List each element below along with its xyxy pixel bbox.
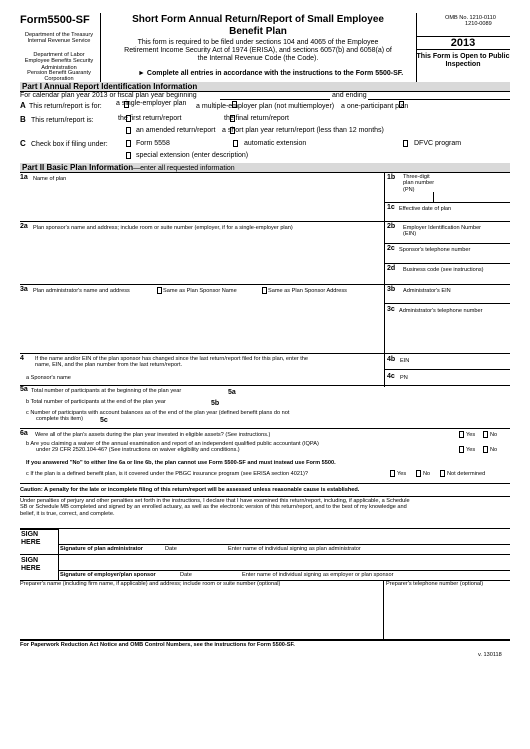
form-5558-label: Form 5558 — [136, 140, 170, 147]
caution-text: Caution: A penalty for the late or incomplete filing of this return/report will be assessed unless reasonable cause is established. — [20, 487, 360, 493]
line-6a-label: Were all of the plan's assets during the plan year invested in eligible assets? (See instructions.) — [35, 432, 271, 438]
line-4b-label: EIN — [400, 358, 410, 364]
line-4c-label: PN — [400, 375, 408, 381]
agency-treasury: Department of the Treasury Internal Revenue Service — [24, 32, 94, 45]
sponsor-date-label: Date — [180, 572, 192, 578]
part1-heading: Part I Annual Report Identification Information — [22, 82, 198, 91]
plan-name-field[interactable] — [20, 184, 384, 218]
line-2b-num: 2b — [387, 223, 396, 230]
6b-yes-label: Yes — [466, 447, 476, 453]
line-c-label: Check box if filing under: — [31, 141, 108, 148]
sponsor-name-label: Enter name of individual signing as employer or plan sponsor — [242, 572, 394, 578]
line-1c-num: 1c — [387, 204, 395, 211]
amended-return-label: an amended return/report — [136, 127, 216, 134]
public-inspection-notice: This Form is Open to Public Inspection — [416, 53, 510, 69]
single-employer-label: a single-employer plan — [116, 100, 187, 107]
tax-year: 2013 — [450, 37, 476, 49]
same-as-sponsor-name-checkbox[interactable] — [157, 287, 162, 294]
amended-return-checkbox[interactable] — [126, 127, 131, 134]
part2-heading-note: —enter all requested information — [133, 165, 235, 172]
same-as-sponsor-address-checkbox[interactable] — [262, 287, 267, 294]
line-3c-num: 3c — [387, 306, 395, 313]
line-2d-num: 2d — [387, 265, 396, 272]
admin-signature-label: Signature of plan administrator — [60, 546, 143, 552]
line-5a-label: Total number of participants at the beginning of the plan year — [31, 388, 182, 394]
6a-no-checkbox[interactable] — [483, 431, 488, 438]
line-6-warning: If you answered "No" to either line 6a or line 6b, the plan cannot use Form 5500-SF and must instead use Form 5500. — [26, 460, 336, 466]
line-3b-num: 3b — [387, 286, 396, 293]
preparer-field[interactable] — [20, 590, 382, 638]
form-number: Form5500-SF — [20, 14, 90, 26]
6a-yes-label: Yes — [466, 432, 476, 438]
6c-yes-label: Yes — [397, 471, 407, 477]
6c-yes-checkbox[interactable] — [390, 470, 395, 477]
perjury-statement: Under penalties of perjury and other penalties set forth in the instructions, I declare that I have examined this return/report, including, if applicable, a Schedule SB or Schedule MB completed and signed by an enrolled actuary, as well as the electronic version of this return/report, and to the best of my knowledge and belief, it is true, correct, and complete. — [20, 498, 410, 517]
line-5b-tag: 5b — [211, 400, 220, 407]
6b-no-label: No — [490, 447, 498, 453]
6c-not-determined-label: Not determined — [447, 471, 486, 477]
line-5a-num: 5a — [20, 386, 28, 393]
final-return-label: the final return/report — [224, 115, 289, 122]
multiple-employer-label: a multiple-employer plan (not multiemployer) — [196, 103, 335, 110]
dfvc-checkbox[interactable] — [403, 140, 408, 147]
preparer-phone-field[interactable] — [384, 590, 510, 638]
form-5558-checkbox[interactable] — [126, 140, 131, 147]
automatic-extension-checkbox[interactable] — [233, 140, 238, 147]
line-5a-tag: 5a — [228, 389, 236, 396]
paperwork-notice: For Paperwork Reduction Act Notice and OMB Control Numbers, see the instructions for Form 5500-SF. — [20, 642, 295, 648]
part2-heading: Part II Basic Plan Information — [22, 163, 134, 172]
6c-no-checkbox[interactable] — [416, 470, 421, 477]
pn-field[interactable] — [430, 192, 434, 202]
omb-number: OMB No. 1210-0110 1210-0089 — [445, 15, 496, 28]
line-6a-num: 6a — [20, 430, 28, 437]
6a-yes-checkbox[interactable] — [459, 431, 464, 438]
and-ending-text: and ending — [332, 92, 367, 99]
6a-no-label: No — [490, 432, 498, 438]
line-a-letter: A — [20, 101, 26, 110]
line-2c-num: 2c — [387, 245, 395, 252]
admin-name-label: Enter name of individual signing as plan administrator — [228, 546, 361, 552]
line-3c-label: Administrator's telephone number — [399, 308, 483, 314]
special-extension-checkbox[interactable] — [126, 152, 131, 159]
automatic-extension-label: automatic extension — [244, 140, 307, 147]
same-as-sponsor-name-label: Same as Plan Sponsor Name — [163, 288, 237, 294]
same-as-sponsor-address-label: Same as Plan Sponsor Address — [268, 288, 347, 294]
version-number: v. 130118 — [478, 652, 502, 658]
line-c-letter: C — [20, 139, 26, 148]
sign-here-sponsor: SIGN HERE — [21, 557, 41, 573]
one-participant-label: a one-participant plan — [341, 103, 409, 110]
line-2a-label: Plan sponsor's name and address; include room or suite number (employer, if for a single-employer plan) — [33, 225, 293, 231]
admin-signature-field[interactable] — [59, 529, 510, 543]
line-5c-label: c Number of participants with account balances as of the end of the plan year (defined benefit plans do not complete this item) — [26, 410, 290, 423]
line-4b-num: 4b — [387, 356, 396, 363]
special-extension-label: special extension (enter description) — [136, 152, 249, 159]
preparer-label: Preparer's name (including firm name, if applicable) and address; include room or suite number (optional) — [20, 581, 281, 587]
line-2a-num: 2a — [20, 223, 28, 230]
calendar-year-text: For calendar plan year 2013 or fiscal plan year beginning — [20, 92, 197, 99]
line-3b-label: Administrator's EIN — [403, 288, 451, 294]
form-title: Short Form Annual Return/Report of Small Employee Benefit Plan — [132, 14, 384, 37]
line-b-label: This return/report is: — [31, 117, 94, 124]
line-b-letter: B — [20, 115, 26, 124]
line-1c-label: Effective date of plan — [399, 206, 452, 212]
form-description: This form is required to be filed under sections 104 and 4065 of the Employee Retirement Income Security Act of 1974 (ERISA), and sections 6057(b) and 6058(a) of the Internal Revenue Code (the Code). — [124, 39, 392, 63]
line-4a-label: a Sponsor's name — [26, 375, 71, 381]
sponsor-signature-field[interactable] — [59, 555, 510, 569]
line-5c-tag: 5c — [100, 417, 108, 424]
line-4-label: If the name and/or EIN of the plan sponsor has changed since the last return/report filed for this plan, enter the name, EIN, and the plan number from the last return/report. — [35, 356, 309, 369]
line-a-label: This return/report is for: — [29, 103, 102, 110]
agency-labor: Department of Labor Employee Benefits Security Administration — [24, 52, 94, 71]
short-plan-year-label: a short plan year return/report (less than 12 months) — [222, 127, 384, 134]
arrow-icon: ► — [138, 70, 145, 77]
preparer-phone-label: Preparer's telephone number (optional) — [386, 581, 484, 587]
sign-here-admin: SIGN HERE — [21, 531, 41, 547]
line-3a-label: Plan administrator's name and address — [33, 288, 130, 294]
part1-heading-bar — [20, 82, 510, 91]
line-4-num: 4 — [20, 355, 24, 362]
admin-date-label: Date — [165, 546, 177, 552]
line-1b-label: Three-digit plan number (PN) — [403, 174, 435, 193]
line-6c-label: c If the plan is a defined benefit plan, is it covered under the PBGC insurance program (see ERISA section 4021)? — [26, 471, 309, 477]
line-1a-label: Name of plan — [33, 176, 67, 182]
line-5b-label: b Total number of participants at the end of the plan year — [26, 399, 166, 405]
plan-sponsor-field[interactable] — [20, 233, 384, 283]
line-3a-num: 3a — [20, 286, 28, 293]
plan-administrator-field[interactable] — [20, 298, 384, 352]
line-2d-label: Business code (see instructions) — [403, 267, 484, 273]
6b-yes-checkbox[interactable] — [459, 446, 464, 453]
line-1a-num: 1a — [20, 174, 28, 181]
line-2b-label: Employer Identification Number (EIN) — [403, 225, 482, 238]
first-return-label: the first return/report — [118, 115, 182, 122]
dfvc-label: DFVC program — [414, 140, 462, 147]
6c-not-determined-checkbox[interactable] — [440, 470, 445, 477]
6b-no-checkbox[interactable] — [483, 446, 488, 453]
line-1b-num: 1b — [387, 174, 396, 181]
part2-heading-bar — [20, 163, 510, 172]
line-4c-num: 4c — [387, 373, 395, 380]
6c-no-label: No — [423, 471, 431, 477]
line-6b-label: b Are you claiming a waiver of the annual examination and report of an independent qualified public accountant (IQPA) under 29 CFR 2520.104-46? (See instructions on waiver eligibility and conditions.) — [26, 441, 319, 454]
instruction-line: ► Complete all entries in accordance with the instructions to the Form 5500-SF. — [138, 70, 404, 77]
line-2c-label: Sponsor's telephone number — [399, 247, 471, 253]
sponsor-signature-label: Signature of employer/plan sponsor — [60, 572, 156, 578]
agency-pbgc: Pension Benefit Guaranty Corporation — [27, 70, 91, 83]
